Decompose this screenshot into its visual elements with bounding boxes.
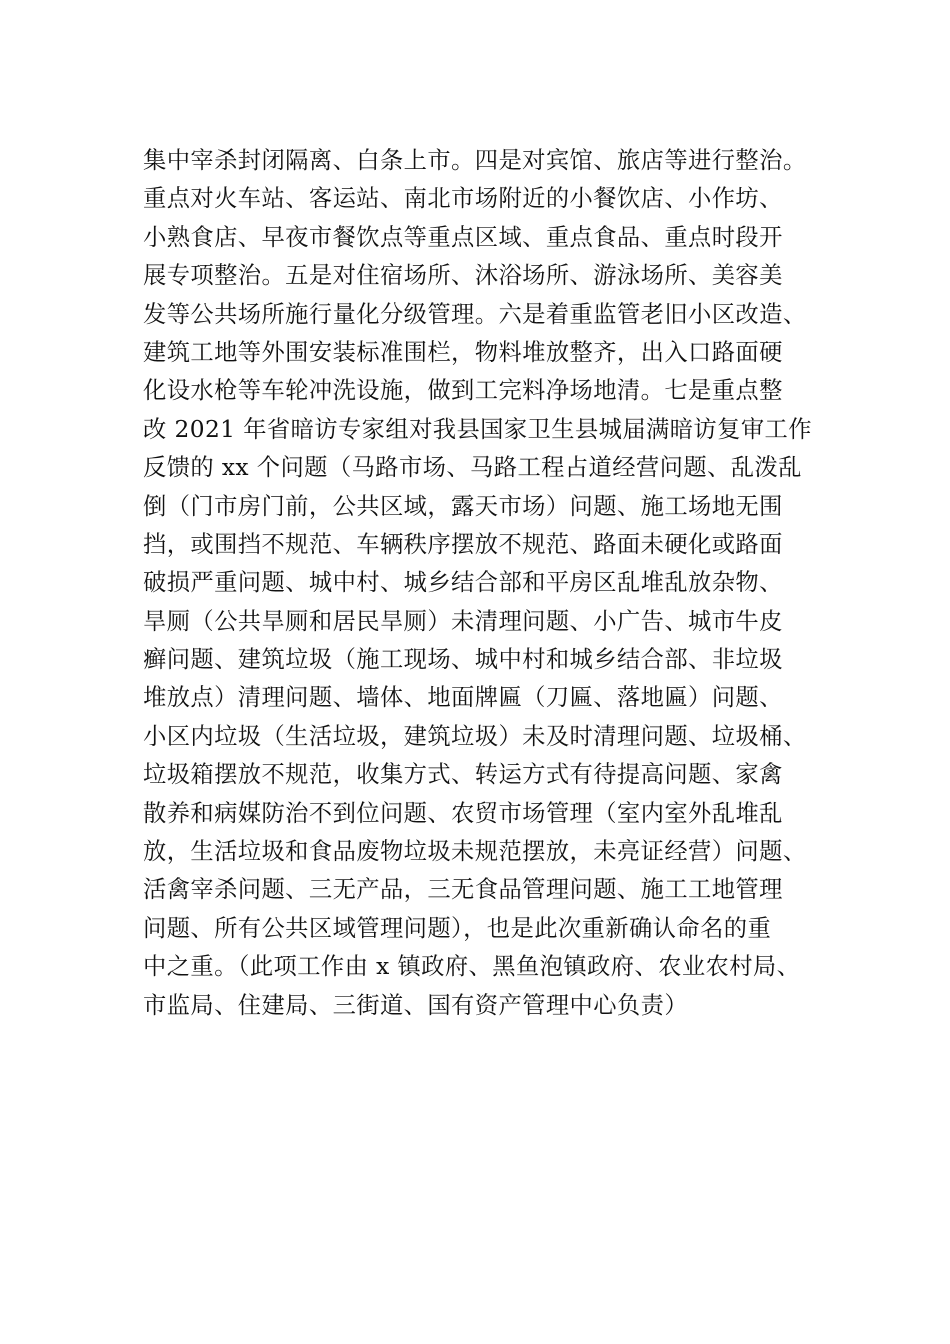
text-line: 小区内垃圾（生活垃圾，建筑垃圾）未及时清理问题、垃圾桶、: [143, 722, 807, 750]
text-line: 垃圾箱摆放不规范，收集方式、转运方式有待提高问题、家禽: [143, 761, 783, 789]
text-line: 反馈的 xx 个问题（马路市场、马路工程占道经营问题、乱泼乱: [143, 454, 802, 482]
text-line: 散养和病媒防治不到位问题、农贸市场管理（室内室外乱堆乱: [143, 799, 783, 827]
text-line: 癣问题、建筑垃圾（施工现场、城中村和城乡结合部、非垃圾: [143, 646, 783, 674]
text-line: 改 2021 年省暗访专家组对我县国家卫生县城届满暗访复审工作: [143, 415, 812, 443]
text-line: 集中宰杀封闭隔离、白条上市。四是对宾馆、旅店等进行整治。: [143, 147, 807, 174]
text-line: 倒（门市房门前，公共区域，露天市场）问题、施工场地无围: [143, 492, 783, 520]
text-line: 重点对火车站、客运站、南北市场附近的小餐饮店、小作坊、: [143, 185, 783, 213]
text-line: 挡，或围挡不规范、车辆秩序摆放不规范、路面未硬化或路面: [143, 530, 783, 558]
text-line: 旱厕（公共旱厕和居民旱厕）未清理问题、小广告、城市牛皮: [143, 607, 783, 635]
text-line: 问题、所有公共区域管理问题），也是此次重新确认命名的重: [143, 914, 772, 942]
text-line: 发等公共场所施行量化分级管理。六是着重监管老旧小区改造、: [143, 300, 807, 328]
text-line: 堆放点）清理问题、墙体、地面牌匾（刀匾、落地匾）问题、: [143, 684, 783, 712]
text-line: 活禽宰杀问题、三无产品，三无食品管理问题、施工工地管理: [143, 876, 783, 904]
text-line: 市监局、住建局、三街道、国有资产管理中心负责）: [143, 991, 689, 1019]
text-line: 中之重。（此项工作由 x 镇政府、黑鱼泡镇政府、农业农村局、: [143, 953, 801, 981]
text-line: 小熟食店、早夜市餐饮点等重点区域、重点食品、重点时段开: [143, 223, 783, 251]
body-paragraph: [143, 142, 843, 1025]
text-line: 化设水枪等车轮冲洗设施，做到工完料净场地清。七是重点整: [143, 377, 783, 405]
text-line: 放，生活垃圾和食品废物垃圾未规范摆放，未亮证经营）问题、: [143, 838, 807, 866]
text-line: 破损严重问题、城中村、城乡结合部和平房区乱堆乱放杂物、: [143, 569, 783, 597]
text-line: 建筑工地等外围安装标准围栏，物料堆放整齐，出入口路面硬: [143, 338, 783, 366]
text-line: 展专项整治。五是对住宿场所、沐浴场所、游泳场所、美容美: [143, 262, 783, 290]
